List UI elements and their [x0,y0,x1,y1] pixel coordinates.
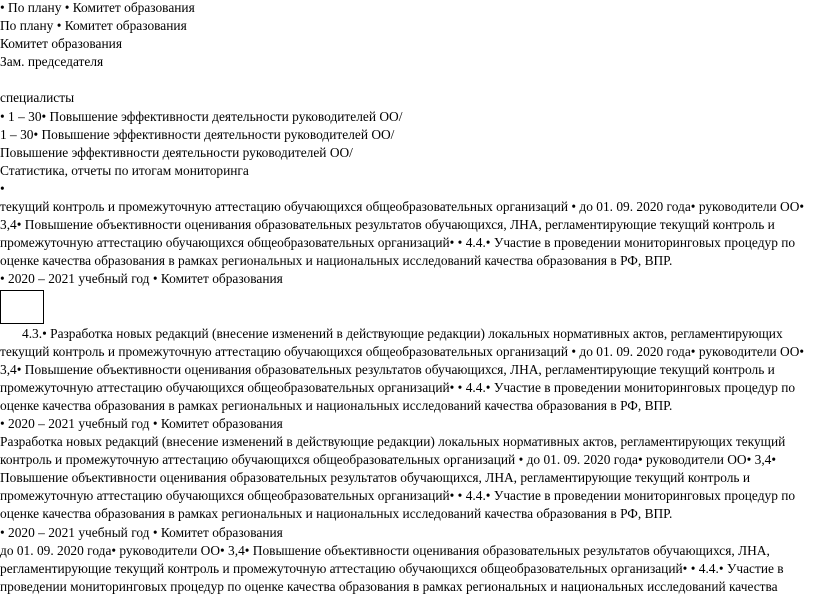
text-line: По плану • Комитет образования [0,18,187,34]
text-line: Комитет образования [0,36,122,52]
text-line: Повышение эффективности деятельности руководителей ОО/ [0,144,353,160]
text-line: • По плану • Комитет образования [0,0,195,15]
text-line: • 2020 – 2021 учебный год • Комитет образования [0,415,283,431]
text-line: специалисты [0,90,75,106]
blank-line [0,71,816,89]
bullet-line: • [0,180,5,196]
text-line: Статистика, отчеты по итогам мониторинга [0,162,249,178]
paragraph-block-3: Разработка новых редакций (внесение изменений в действующие редакции) локальных нормативных актов, регламентирующих текущий контроль и промежуточную аттестацию обучающихся общеобразовательных организаций • до 01. 09. 2020 года• руководители ОО• 3,4• Повышение объективности оценивания образовательных результатов обучающихся, ЛНА, регламентирующие текущий контроль и промежуточную аттестацию обучающихся общеобразовательных организаций• • 4.4.• Участие в проведении мониторинговых процедур по оценке качества образования в рамках региональных и национальных исследований качества образования в РФ, ВПР. [0,434,796,522]
paragraph-block-4: до 01. 09. 2020 года• руководители ОО• 3,4• Повышение объективности оценивания образовательных результатов обучающихся, ЛНА, регламентирующие текущий контроль и промежуточную аттестацию обучающихся общеобразовательных организаций• • 4.4.• Участие в проведении мониторинговых процедур по оценке качества образования в рамках региональных и национальных исследований качества [0,542,784,594]
text-line: • 1 – 30• Повышение эффективности деятельности руководителей ОО/ [0,108,403,124]
empty-frame-box [0,290,44,324]
paragraph-block-1: текущий контроль и промежуточную аттестацию обучающихся общеобразовательных организаций • до 01. 09. 2020 года• руководители ОО• 3,4• Повышение объективности оценивания образовательных результатов обучающихся, ЛНА, регламентирующие текущий контроль и промежуточную аттестацию обучающихся общеобразовательных организаций• • 4.4.• Участие в проведении мониторинговых процедур по оценке качества образования в рамках региональных и национальных исследований качества образования в РФ, ВПР. [0,199,805,269]
text-line: • 2020 – 2021 учебный год • Комитет образования [0,271,283,287]
text-line: 1 – 30• Повышение эффективности деятельности руководителей ОО/ [0,126,395,142]
paragraph-block-2: 4.3.• Разработка новых редакций (внесение изменений в действующие редакции) локальных нормативных актов, регламентирующих текущий контроль и промежуточную аттестацию обучающихся общеобразовательных организаций • до 01. 09. 2020 года• руководители ОО• 3,4• Повышение объективности оценивания образовательных результатов обучающихся, ЛНА, регламентирующие текущий контроль и промежуточную аттестацию обучающихся общеобразовательных организаций• • 4.4.• Участие в проведении мониторинговых процедур по оценке качества образования в рамках региональных и национальных исследований качества образования в РФ, ВПР. [0,325,805,413]
text-line: • 2020 – 2021 учебный год • Комитет образования [0,524,283,540]
text-line: Зам. председателя [0,54,104,70]
